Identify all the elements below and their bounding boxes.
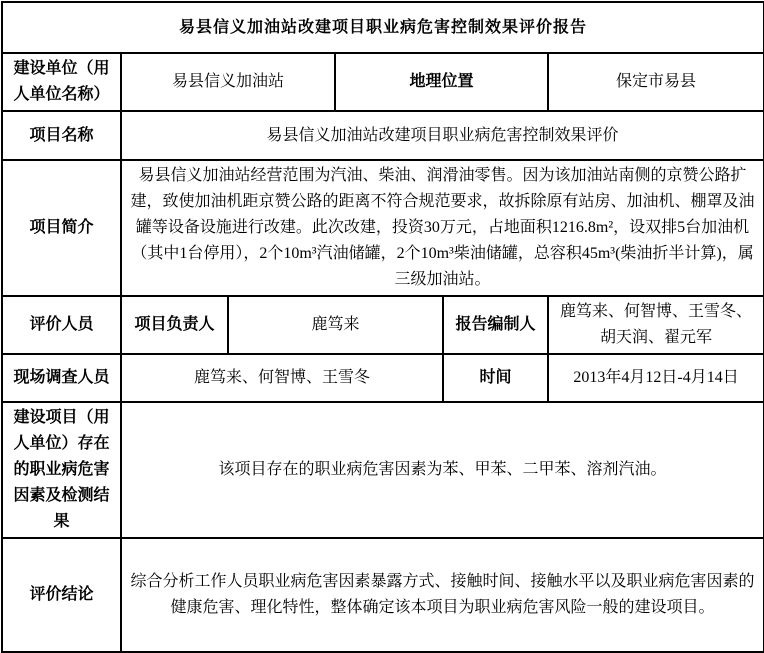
construction-unit-label: 建设单位（用人单位名称） xyxy=(2,53,121,111)
location-label: 地理位置 xyxy=(335,53,548,111)
hazard-factors-value: 该项目存在的职业病危害因素为苯、甲苯、二甲苯、溶剂汽油。 xyxy=(121,402,764,538)
project-name-value: 易县信义加油站改建项目职业病危害控制效果评价 xyxy=(121,111,764,160)
project-overview-label: 项目简介 xyxy=(2,160,121,296)
site-investigators-label: 现场调查人员 xyxy=(2,354,121,402)
report-title: 易县信义加油站改建项目职业病危害控制效果评价报告 xyxy=(2,2,764,53)
evaluation-staff-label: 评价人员 xyxy=(2,296,121,354)
site-investigators-value: 鹿笃来、何智博、王雪冬 xyxy=(121,354,443,402)
project-overview-value: 易县信义加油站经营范围为汽油、柴油、润滑油零售。因为该加油站南侧的京赞公路扩建，致使加油机距京赞公路的距离不符合规范要求，故拆除原有站房、加油机、棚罩及油罐等设备设施进行改建。此次改建，投资30万元，占地面积1216.8m²，设双排5台加油机（其中1台停用），2个10m³汽油储罐，2个10m³柴油储罐，总容积45m³(柴油折半计算)，属三级加油站。 xyxy=(121,160,764,296)
project-leader-value: 鹿笃来 xyxy=(228,296,443,354)
evaluation-report-table xyxy=(1,1,764,653)
project-name-label: 项目名称 xyxy=(2,111,121,160)
report-writers-label: 报告编制人 xyxy=(443,296,548,354)
location-value: 保定市易县 xyxy=(548,53,764,111)
hazard-factors-label: 建设项目（用人单位）存在的职业病危害因素及检测结果 xyxy=(2,402,121,538)
report-writers-value: 鹿笃来、何智博、王雪冬、胡天润、翟元军 xyxy=(548,296,764,354)
project-leader-label: 项目负责人 xyxy=(121,296,228,354)
conclusion-label: 评价结论 xyxy=(2,538,121,652)
conclusion-value: 综合分析工作人员职业病危害因素暴露方式、接触时间、接触水平以及职业病危害因素的健康危害、理化特性，整体确定该本项目为职业病危害风险一般的建设项目。 xyxy=(121,538,764,652)
construction-unit-value: 易县信义加油站 xyxy=(121,53,335,111)
time-value: 2013年4月12日-4月14日 xyxy=(548,354,764,402)
time-label: 时间 xyxy=(443,354,548,402)
